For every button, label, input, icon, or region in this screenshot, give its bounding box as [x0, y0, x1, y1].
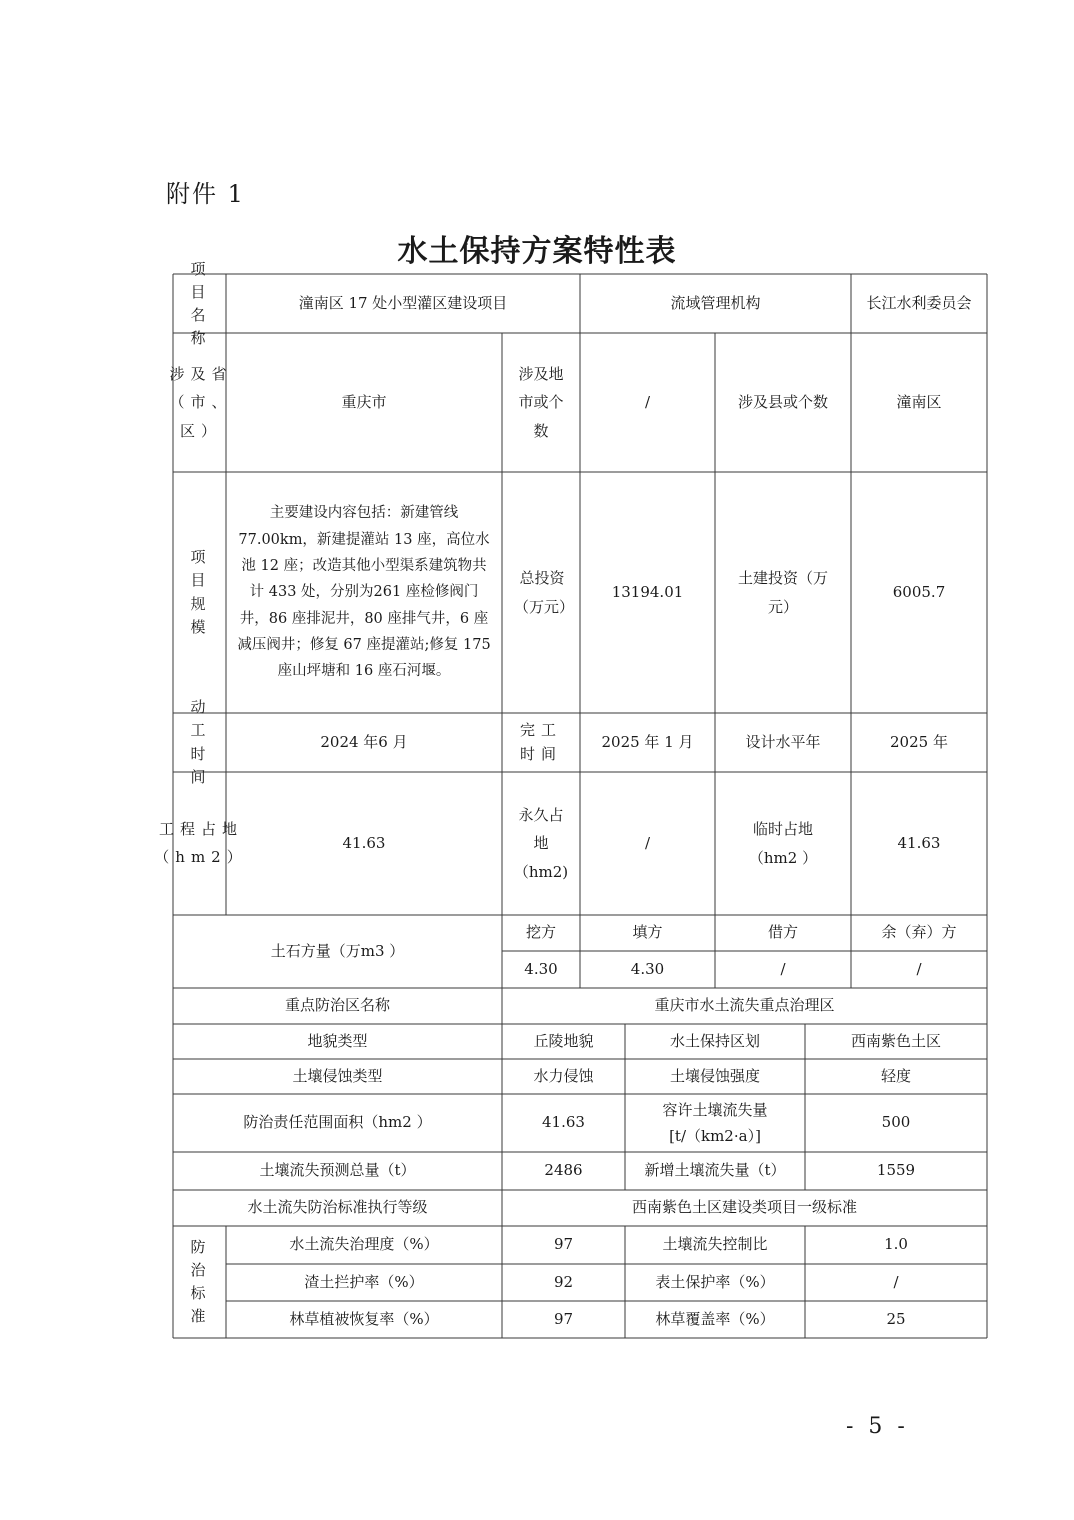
label-veg-cover: 林草覆盖率（%）	[655, 1309, 775, 1328]
label-finish: 完工时间	[519, 721, 562, 763]
label-division: 水土保持区划	[669, 1031, 760, 1050]
value-excavation: 4.30	[524, 959, 558, 978]
label-veg-restore: 林草植被恢复率（%）	[289, 1309, 439, 1328]
value-scale: 主要建设内容包括：新建管线77.00km，新建提灌站 13 座，高位水池 12 座；改造其他小型渠系建筑物共计 433 处，分别为261 座检修阀门井，86 座排泥井，80 座排气井，6 座减压阀井；修复 67 座提灌站;修复 175 座山坪塘和 16 座石河堰。	[237, 505, 491, 680]
value-fill: 4.30	[630, 959, 665, 978]
value-land: 41.63	[342, 833, 386, 852]
label-std: 防治标准	[190, 1237, 212, 1326]
label-civil-invest: 土建投资（万元）	[737, 569, 828, 616]
value-province: 重庆市	[341, 392, 387, 411]
value-erosion-type: 水力侵蚀	[533, 1066, 594, 1085]
label-earthwork: 土石方量（万m3 ）	[270, 941, 405, 960]
value-division: 西南紫色土区	[850, 1031, 941, 1050]
document-title: 水土保持方案特性表	[397, 234, 677, 269]
value-start: 2024 年6 月	[320, 732, 408, 751]
label-project-name: 项目名称	[190, 259, 212, 348]
label-scale: 项目规模	[190, 548, 212, 636]
value-loss-ratio: 1.0	[884, 1235, 908, 1254]
attachment-label: 附件 1	[166, 180, 245, 208]
value-total-invest: 13194.01	[611, 582, 684, 601]
value-resp-area: 41.63	[542, 1113, 585, 1132]
label-pred-loss: 土壤流失预测总量（t）	[259, 1161, 416, 1180]
label-province: 涉及省（市、区）	[169, 364, 233, 440]
label-total-invest: 总投资（万元）	[514, 569, 575, 616]
label-spoil: 余（弃）方	[881, 923, 957, 942]
value-county-count: 潼南区	[896, 392, 942, 411]
label-loss-ratio: 土壤流失控制比	[662, 1235, 768, 1254]
value-allow-loss: 500	[881, 1113, 911, 1132]
label-new-loss: 新增土壤流失量（t）	[644, 1161, 786, 1180]
value-veg-restore: 97	[553, 1309, 574, 1328]
label-excavation: 挖方	[525, 923, 556, 942]
label-borrow: 借方	[767, 923, 798, 942]
value-control-degree: 97	[553, 1235, 574, 1254]
value-basin-agency: 长江水利委员会	[866, 293, 972, 312]
label-allow-loss-unit: [t/（km2·a）]	[669, 1127, 761, 1145]
label-erosion-type: 土壤侵蚀类型	[292, 1066, 383, 1085]
value-pred-loss: 2486	[544, 1161, 583, 1180]
label-topsoil-rate: 表土保护率（%）	[655, 1272, 775, 1291]
label-start: 动工时间	[190, 698, 212, 786]
value-key-zone: 重庆市水土流失重点治理区	[654, 996, 835, 1015]
page-number: - 5 -	[846, 1414, 909, 1439]
value-topsoil-rate: /	[893, 1272, 899, 1291]
label-fill: 填方	[632, 923, 663, 942]
label-slag-rate: 渣土拦护率（%）	[304, 1272, 424, 1291]
value-civil-invest: 6005.7	[892, 582, 946, 601]
value-finish: 2025 年 1 月	[601, 732, 694, 751]
value-project-name: 潼南区 17 处小型灌区建设项目	[298, 293, 508, 312]
value-design-year: 2025 年	[890, 732, 948, 751]
value-veg-cover: 25	[886, 1309, 906, 1328]
value-slag-rate: 92	[553, 1272, 574, 1291]
label-std-level: 水土流失防治标准执行等级	[247, 1198, 428, 1217]
value-new-loss: 1559	[876, 1161, 916, 1180]
value-temp-land: 41.63	[897, 833, 941, 852]
label-temp-land: 临时占地（hm2 ）	[748, 820, 818, 867]
label-key-zone: 重点防治区名称	[284, 996, 390, 1015]
label-land: 工程占地（hm2）	[154, 819, 248, 866]
label-erosion-intensity: 土壤侵蚀强度	[669, 1066, 760, 1085]
label-allow-loss	[625, 1094, 805, 1152]
label-city-count: 涉及地市或个数	[518, 364, 564, 440]
label-control-degree: 水土流失治理度（%）	[289, 1235, 439, 1254]
value-city-count: /	[644, 392, 651, 411]
value-spoil: /	[916, 959, 922, 978]
label-perm-land: 永久占地（hm2)	[513, 805, 569, 881]
label-resp-area: 防治责任范围面积（hm2 ）	[243, 1113, 432, 1132]
value-borrow: /	[780, 959, 786, 978]
value-landform: 丘陵地貌	[533, 1031, 594, 1050]
label-basin-agency: 流域管理机构	[670, 293, 761, 312]
label-county-count: 涉及县或个数	[737, 392, 828, 411]
label-design-year: 设计水平年	[745, 732, 821, 751]
label-allow-loss-text: 容许土壤流失量	[662, 1100, 768, 1119]
value-perm-land: /	[644, 833, 651, 852]
value-std-level: 西南紫色土区建设类项目一级标准	[631, 1198, 857, 1217]
label-landform: 地貌类型	[307, 1031, 368, 1050]
value-erosion-intensity: 轻度	[880, 1066, 911, 1085]
